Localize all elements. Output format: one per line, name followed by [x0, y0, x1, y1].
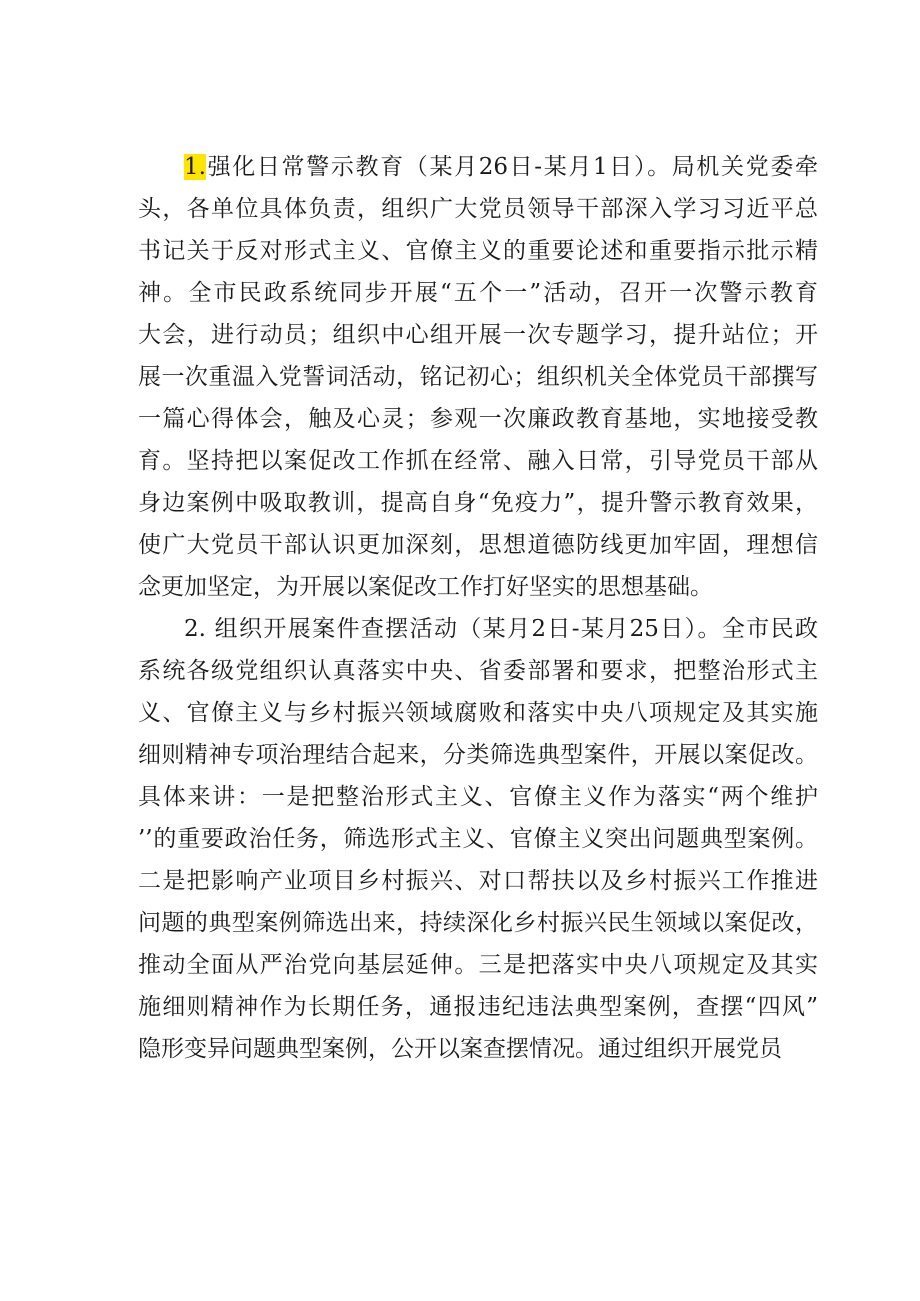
paragraph-1-line-2: 头，各单位具体负责，组织广大党员领导干部深入学习习近平总: [138, 196, 818, 222]
paragraph-1-number: 1.: [184, 154, 206, 180]
paragraph-1-line-5: 大会，进行动员；组织中心组开展一次专题学习，提升站位；开: [138, 322, 818, 348]
paragraph-1: [138, 146, 818, 608]
paragraph-2-line-11: 隐形变异问题典型案例，公开以案查摆情况。通过组织开展党员: [138, 1036, 782, 1062]
paragraph-1-line-3: 书记关于反对形式主义、官僚主义的重要论述和重要指示批示精: [138, 238, 818, 264]
paragraph-1-line-11: 念更加坚定，为开展以案促改工作打好坚实的思想基础。: [138, 574, 713, 600]
paragraph-2-line-3: 义、官僚主义与乡村振兴领域腐败和落实中央八项规定及其实施: [138, 700, 818, 726]
paragraph-2-line-1: [138, 608, 818, 650]
paragraph-2: [138, 608, 818, 1070]
paragraph-2-line-8: 问题的典型案例筛选出来，持续深化乡村振兴民生领域以案促改，: [138, 910, 818, 936]
paragraph-2-line-1-text: 组织开展案件查摆活动（某月2日-某月25日）。全市民政: [205, 616, 818, 642]
paragraph-1-line-10: 使广大党员干部认识更加深刻，思想道德防线更加牢固，理想信: [138, 532, 818, 558]
paragraph-1-line-1: [138, 146, 818, 188]
paragraph-1-line-9: 身边案例中吸取教训，提高自身“免疫力”，提升警示教育效果，: [138, 490, 818, 516]
paragraph-1-line-8: 育。坚持把以案促改工作抓在经常、融入日常，引导党员干部从: [138, 448, 818, 474]
paragraph-2-line-9: 推动全面从严治党向基层延伸。三是把落实中央八项规定及其实: [138, 952, 818, 978]
paragraph-2-line-2: 系统各级党组织认真落实中央、省委部署和要求，把整治形式主: [138, 658, 818, 684]
paragraph-1-line-1-text: 强化日常警示教育（某月26日-某月1日）。局机关党委牵: [205, 154, 818, 180]
paragraph-1-line-4: 神。全市民政系统同步开展“五个一”活动，召开一次警示教育: [138, 280, 818, 306]
paragraph-2-line-10: 施细则精神作为长期任务，通报违纪违法典型案例，查摆“四风”: [138, 994, 818, 1020]
paragraph-2-line-4: 细则精神专项治理结合起来，分类筛选典型案件，开展以案促改。: [138, 742, 818, 768]
document-body: [138, 146, 818, 1070]
paragraph-1-line-6: 展一次重温入党誓词活动，铭记初心；组织机关全体党员干部撰写: [138, 364, 818, 390]
paragraph-2-line-6: ’’的重要政治任务，筛选形式主义、官僚主义突出问题典型案例。: [138, 826, 818, 852]
paragraph-2-line-5: 具体来讲：一是把整治形式主义、官僚主义作为落实“两个维护: [138, 784, 818, 810]
paragraph-2-line-7: 二是把影响产业项目乡村振兴、对口帮扶以及乡村振兴工作推进: [138, 868, 818, 894]
paragraph-1-line-7: 一篇心得体会，触及心灵；参观一次廉政教育基地，实地接受教: [138, 406, 818, 432]
paragraph-2-number: 2.: [184, 616, 206, 642]
